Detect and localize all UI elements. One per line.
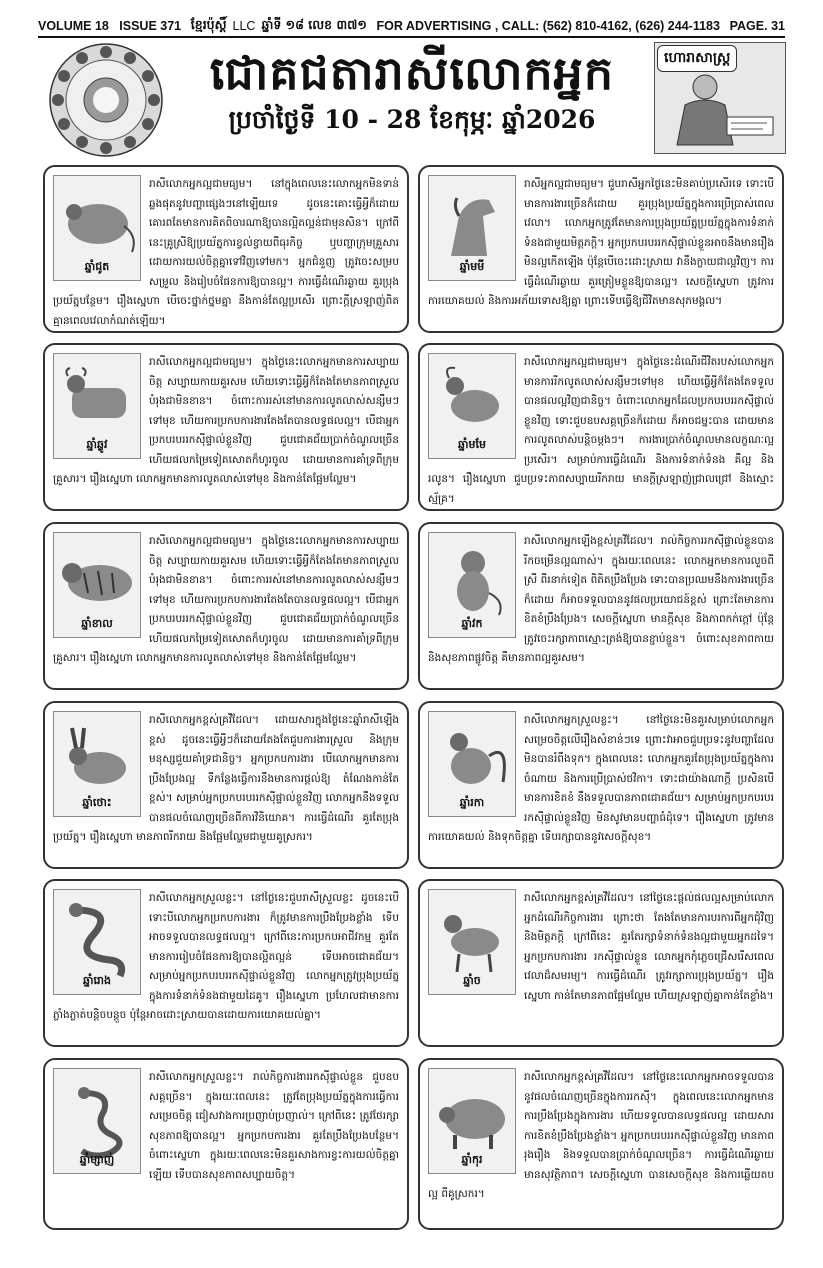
sign-card-dragon <box>43 879 409 1047</box>
sign-text: រាសីលោកអ្នកស្រួលខ្លះ។ រាល់កិច្ចការងាររកស៊ីផ្ទាល់ខ្លួន ជួបឧបសគ្គច្រើន។ ក្នុងរយៈពេលនេះ ត្រូវតែប្រុងប្រយ័ត្នក្នុងការធ្វើការសម្រេចចិត្ត ជៀសវាងការប្រញាប់ប្រញាល់។ ក្រៅពីនេះ ត្រូវថែរក្សាសុខភាពឱ្យបានល្អ។ អ្នកប្រកបការងារ គួរតែប្រឹងប្រែងបន្ថែម។ ចំពោះស្នេហា ក្នុងរយៈពេលនេះមិនគួរសាងការខ្វះការយល់ចិត្តគ្នាឡើយ ទើបបានសុខភាពសប្បាយចិត្ត។ <box>149 1071 399 1181</box>
volume-label: VOLUME 18 ISSUE 371 <box>38 19 182 33</box>
dog-icon <box>428 889 516 995</box>
sign-label: ឆ្នាំរកា <box>459 796 485 809</box>
page-subtitle: ប្រចាំថ្ងៃទី 10 - 28 ខែកុម្ភៈ ឆ្នាំ2026 <box>228 105 596 134</box>
sign-text: រាសីលោកអ្នកឡើងខ្ពស់គ្រវីដែល។ រាល់កិច្ចការរកស៊ីផ្ទាល់ខ្លួនបានរីកចម្រើនល្អណាស់។ ក្នុងរយៈពេលនេះ លោកអ្នកមានការលួចពីស្រី ពីរនាក់ទៀត ពិតិតប្រឹងប្រែង ទោះបានប្រឈមនឹងការងារច្រើនក៏ដោយ ក៏អាចទទួលបាននូវផលប្រយោជន៍ខ្ពស់ ព្រោះតែមានការខិតខំប្រឹងប្រែង។ សេចក្តីស្នេហា មានក្តីសុខ និងភាពកក់ក្តៅ ប៉ុន្តែត្រូវចេះរក្សាភាពស្មោះត្រង់ឱ្យបានខ្ជាប់ខ្ជួន។ ចំពោះសុខភាពកាយ និងសុខភាពផ្លូវចិត្ត គឺមានភាពល្អគួរសម។ <box>428 535 774 664</box>
sign-label: ឆ្នាំច <box>463 974 481 987</box>
astrologer-illustration <box>655 65 786 154</box>
advertising-line: FOR ADVERTISING , CALL: (562) 810-4162, (626) 244-1183 <box>376 19 720 33</box>
sign-label: ឆ្នាំម្សាញ់ <box>79 1153 115 1166</box>
sign-label: ឆ្នាំមមី <box>459 260 485 273</box>
sign-label: ឆ្នាំជូត <box>84 260 110 273</box>
sign-card-rat <box>43 165 409 333</box>
sign-card-snake <box>43 1058 409 1230</box>
pig-icon <box>428 1068 516 1174</box>
dragon-icon <box>53 889 141 995</box>
sign-text: រាសីលោកអ្នកស្រួលខ្លះ។ នៅថ្ងៃនេះមិនគួរសម្រាប់លោកអ្នកសម្រេចចិត្តលើរឿងសំខាន់ៗទេ ព្រោះវាអាចជួបប្រទះនូវបញ្ហាដែលមិនបានរំពឹងទុក។ ក្នុងពេលនេះ លោកអ្នកគួរតែប្រុងប្រយ័ត្នក្នុងការចំណាយ និងការប្រើប្រាស់ថវិកា។ ទោះជាយ៉ាងណាក្តី ប្រសិនបើមានការខិតខំ នឹងទទួលបានភាពជោគជ័យ។ សម្រាប់អ្នកប្រកបរបររកស៊ីផ្ទាល់ខ្លួនវិញ មិនសូវមានបញ្ហាធំដុំទេ។ រឿងស្នេហា ត្រូវមានការយោគយល់ និងទុកចិត្តគ្នា ទើបរក្សាបាននូវសេចក្តីសុខ។ <box>428 714 774 843</box>
sign-label: ឆ្នាំថោះ <box>82 796 112 809</box>
masthead-name: ខ្មែរប៉ុស្តិ៍ <box>190 16 227 32</box>
sign-label: ឆ្នាំមមែ <box>458 438 486 451</box>
sign-text: រាសីលោកអ្នកខ្ពស់គ្រវីដែល។ ដោយសារក្នុងថ្ងៃនេះឆ្នាំរាសីឡើងខ្ពស់ ដូចនេះធ្វើអ្វីៗក៏ដោយតែងតែជួបការងារស្រួល និងក្រុមមនុស្សជួយគាំទ្រជានិច្ច។ អ្នកប្រកបការងារ បើលោកអ្នកមានការប្រឹងប្រែងល្អ ទីកន្លែងធ្វើការនឹងមានការផ្តល់ឱ្យ តំណែងកាន់តែខ្ពស់។ សម្រាប់អ្នកប្រកបរបររកស៊ីផ្ទាល់ខ្លួនវិញ លោកអ្នកនឹងទទួលបានផលចំណេញច្រើនពីការវិនិយោគ។ ការធ្វើដំណើរ គួរតែប្រុងប្រយ័ត្ន។ រឿងស្នេហា មានភាពរីករាយ និងផ្អែមល្ហែមជាមួយគូស្រករ។ <box>53 714 399 843</box>
sign-card-rabbit <box>43 701 409 869</box>
page-title: ជោគជតារាសីលោកអ្នក <box>209 46 615 100</box>
masthead-group <box>191 17 367 36</box>
sign-text: រាសីលោកអ្នកល្អជាមធ្យម។ នៅក្នុងពេលនេះលោកអ្នកមិនទាន់ឆ្លងផុតនូវបញ្ហាផ្សេងៗនៅឡើយទេ ដូចនេះគោះធ្វើអ្វីក៏ដោយ គោរពតែមានការគិតពិចារណាឱ្យបានល្អិតល្អន់ជាមុនសិន។ ក្រៅពីនេះគ្រូស្រីឱ្យប្រយ័ត្នការខ្វល់ខ្វាយពីធុរកិច្ច ឬបញ្ហាក្រុមគ្រួសារ ដោយការយល់ចិត្តគ្នាទៅវិញទៅមក។ អ្នកជំនួញ ត្រូវចេះសម្របសម្រួល និងរៀបចំផែនការឱ្យបានល្អ។ ការធ្វើដំណើរឆ្ងាយ គួរប្រុងប្រយ័ត្នបន្ថែម។ រឿងស្នេហា បើចេះថ្នាក់ថ្នមគ្នា នឹងកាន់តែល្អប្រសើរ ព្រោះក្តីស្រឡាញ់ពិតគ្មានពេលវេលាកំណត់ឡើយ។ <box>53 178 399 327</box>
sign-text: រាសីលោកអ្នកល្អជាមធ្យម។ ក្នុងថ្ងៃនេះលោកអ្នកមានការសប្បាយចិត្ត សប្បាយកាយគួរសម ហើយទោះធ្វើអ្វីក៏តែងតែមានភាពស្រួលបំរុងជាមិនខាន។ ចំពោះការរស់នៅមានការលូតលាស់សន្សឹមៗទៅមុខ ហើយការប្រកបការងារតែងតែបានលទ្ធផលល្អ។ បើជាអ្នកប្រកបរបររកស៊ីផ្ទាល់ខ្លួនវិញ ជួបជោគជ័យប្រាក់ចំណូលច្រើន ហើយផលកម្រៃទៀតសោតក៏ហូរចូល ដោយមានការគាំទ្រពីក្រុមគ្រួសារ។ រឿងស្នេហា លោកអ្នកមានការលូតលាស់ទៅមុខ និងកាន់តែផ្អែមល្ហែម។ <box>53 356 399 485</box>
rat-icon <box>53 175 141 281</box>
sign-label: ឆ្នាំខាល <box>81 617 113 630</box>
sign-card-rooster <box>418 701 784 869</box>
sign-label: ឆ្នាំកុរ <box>461 1153 483 1166</box>
sign-text: រាសីលោកអ្នកល្អជាមធ្យម។ ក្នុងថ្ងៃនេះដំណើរជីវិតរបស់លោកអ្នកមានការរីកលូតលាស់សន្សឹមៗទៅមុខ ហើយធ្វើអ្វីក៏តែងតែទទួលបានផលល្អវិញជានិច្ច។ ចំពោះលោកអ្នកដែលប្រកបរបររកស៊ីផ្ទាល់ខ្លួនវិញ ទោះជួបឧបសគ្គច្រើនក៏ដោយ ក៏អាចជម្នះបាន ដោយមានការលូតលាស់បន្តិចម្តងៗ។ ការងារប្រាក់ចំណូលមានលក្ខណៈល្អប្រសើរ។ សម្រាប់ការធ្វើដំណើរ និងការទំនាក់ទំនង គឺល្អ និងរលូន។ រឿងស្នេហា ជួបប្រទះភាពសប្បាយរីករាយ មានក្តីស្រឡាញ់ជ្រាលជ្រៅ និងស្មោះស្ម័គ្រ។ <box>428 356 774 505</box>
sign-text: រាសីលោកអ្នកខ្ពស់គ្រវីដែល។ នៅថ្ងៃនេះផ្តល់ផលល្អសម្រាប់លោកអ្នកដំណើរកិច្ចការងារ ព្រោះថា តែងតែមានការបរការពីអ្នកជុំវិញ និងមិត្តភក្តិ ក្រៅពីនេះ គួរតែរក្សាទំនាក់ទំនងល្អជាមួយអ្នកដទៃ។ អ្នកប្រកបការងារ រកស៊ីផ្ទាល់ខ្លួន លោកអ្នកកុំភ្លេចជ្រើសរើសពេលវេលាដ៏សមរម្យ។ ការធ្វើដំណើរ ត្រូវរក្សាការប្រុងប្រយ័ត្ន។ រឿងស្នេហា កាន់តែមានភាពផ្អែមល្ហែម ហើយស្រឡាញ់គ្នាកាន់តែខ្លាំង។ <box>524 892 774 1002</box>
zodiac-wheel-image <box>48 42 164 158</box>
sign-card-ox <box>43 343 409 511</box>
rooster-icon <box>428 711 516 817</box>
logo-title: ហោរាសាស្ត្រ <box>657 45 737 72</box>
sign-label: ឆ្នាំឆ្លូវ <box>86 438 108 451</box>
year-issue-kh: ឆ្នាំទី ១៨ លេខ ៣៧១ <box>261 16 367 32</box>
sign-card-horse <box>418 165 784 333</box>
masthead-llc: LLC <box>232 19 256 33</box>
page-number: PAGE. 31 <box>729 19 785 33</box>
rabbit-icon <box>53 711 141 817</box>
horoscope-logo <box>654 42 786 154</box>
sign-card-pig <box>418 1058 784 1230</box>
snake-icon <box>53 1068 141 1174</box>
sign-label: ឆ្នាំរោង <box>83 974 111 987</box>
sign-card-goat <box>418 343 784 511</box>
sign-card-tiger <box>43 522 409 690</box>
horse-icon <box>428 175 516 281</box>
sign-text: រាសីលោកអ្នកស្រួលខ្លះ។ នៅថ្ងៃនេះជួបរាសីស្រួលខ្លះ ដូចនេះបើទោះបីលោកអ្នកប្រកបការងារ ក៏ត្រូវមានការប្រឹងប្រែងខ្លាំង ទើបអាចទទួលបានលទ្ធផលល្អ។ ក្រៅពីនេះការប្រកបអាជីវកម្ម គួរតែមានការរៀបចំផែនការឱ្យបានល្អិតល្អន់ ទើបអាចជោគជ័យ។ សម្រាប់អ្នកប្រកបរបររកស៊ីផ្ទាល់ខ្លួនវិញ លោកអ្នកត្រូវប្រុងប្រយ័ត្ន ក្នុងការទំនាក់ទំនងជាមួយដៃគូ។ រឿងស្នេហា ប្រហែលជាមានការភ្លាំងភ្លាត់បន្តិចបន្តួច ប៉ុន្តែអាចដោះស្រាយបានដោយការយោគយល់គ្នា។ <box>53 892 399 1021</box>
sign-text: រាសីលោកអ្នកខ្ពស់គ្រវីដែល។ នៅថ្ងៃនេះលោកអ្នកអាចទទួលបាននូវផលចំណេញច្រើនក្នុងការរកស៊ី។ ក្នុងពេលនេះលោកអ្នកមានការប្រឹងប្រែងក្នុងការងារ ហើយទទួលបានលទ្ធផលល្អ ដោយសារការខិតខំប្រឹងប្រែងខ្លាំង។ អ្នកប្រកបរបររកស៊ីផ្ទាល់ខ្លួនវិញ មានភាពរុងរឿង និងទទួលបានប្រាក់ចំណូលច្រើន។ ការធ្វើដំណើរឆ្ងាយ មានសុវត្ថិភាព។ សេចក្តីស្នេហា បានសេចក្តីសុខ និងការឆ្លើយតបល្អ ពីគូស្រករ។ <box>428 1071 774 1200</box>
sign-card-monkey <box>418 522 784 690</box>
sign-card-dog <box>418 879 784 1047</box>
ox-icon <box>53 353 141 459</box>
sign-label: ឆ្នាំវក <box>461 617 483 630</box>
goat-icon <box>428 353 516 459</box>
issue-header <box>38 16 785 38</box>
monkey-icon <box>428 532 516 638</box>
sign-text: រាសីលោកអ្នកល្អជាមធ្យម។ ក្នុងថ្ងៃនេះលោកអ្នកមានការសប្បាយចិត្ត សប្បាយកាយគួរសម ហើយទោះធ្វើអ្វីក៏តែងតែមានភាពស្រួលបំរុងជាមិនខាន។ ចំពោះការរស់នៅមានការលូតលាស់សន្សឹមៗទៅមុខ ហើយការប្រកបការងារតែងតែបានលទ្ធផលល្អ។ បើជាអ្នកប្រកបរបររកស៊ីផ្ទាល់ខ្លួនវិញ ជួបជោគជ័យប្រាក់ចំណូលច្រើន ហើយផលកម្រៃទៀតសោតក៏ហូរចូល ដោយមានការគាំទ្រពីក្រុមគ្រួសារ។ រឿងស្នេហា លោកអ្នកមានការលូតលាស់ទៅមុខ និងកាន់តែផ្អែមល្ហែម។ <box>53 535 399 664</box>
tiger-icon <box>53 532 141 638</box>
sign-text: រាសីអ្នកល្អជាមធ្យម។ ជួបរាសីអ្នកថ្ងៃនេះមិនគាប់ប្រសើរទេ ទោះបើមានការងារច្រើនក៏ដោយ គួរប្រុងប្រយ័ត្នក្នុងការប្រើប្រាស់ពេលវេលា។ លោកអ្នកត្រូវតែមានការប្រុងប្រយ័ត្នប្រយ័ត្នក្នុងការទំនាក់ទំនងជាមួយមិត្តភក្តិ។ អ្នកប្រកបរបររកស៊ីផ្ទាល់ខ្លួនអាចនឹងមានរឿងមិនល្អកើតឡើង ប៉ុន្តែបើចេះដោះស្រាយ វានឹងក្លាយជាល្អវិញ។ ការធ្វើដំណើរឆ្ងាយ គួរត្រៀមខ្លួនឱ្យបានល្អ។ សេចក្តីស្នេហា ត្រូវការការយោគយល់ និងការអភ័យទោសឱ្យគ្នា ព្រោះទើបធ្វើឱ្យជីវិតមានសុភមង្គល។ <box>428 178 774 307</box>
